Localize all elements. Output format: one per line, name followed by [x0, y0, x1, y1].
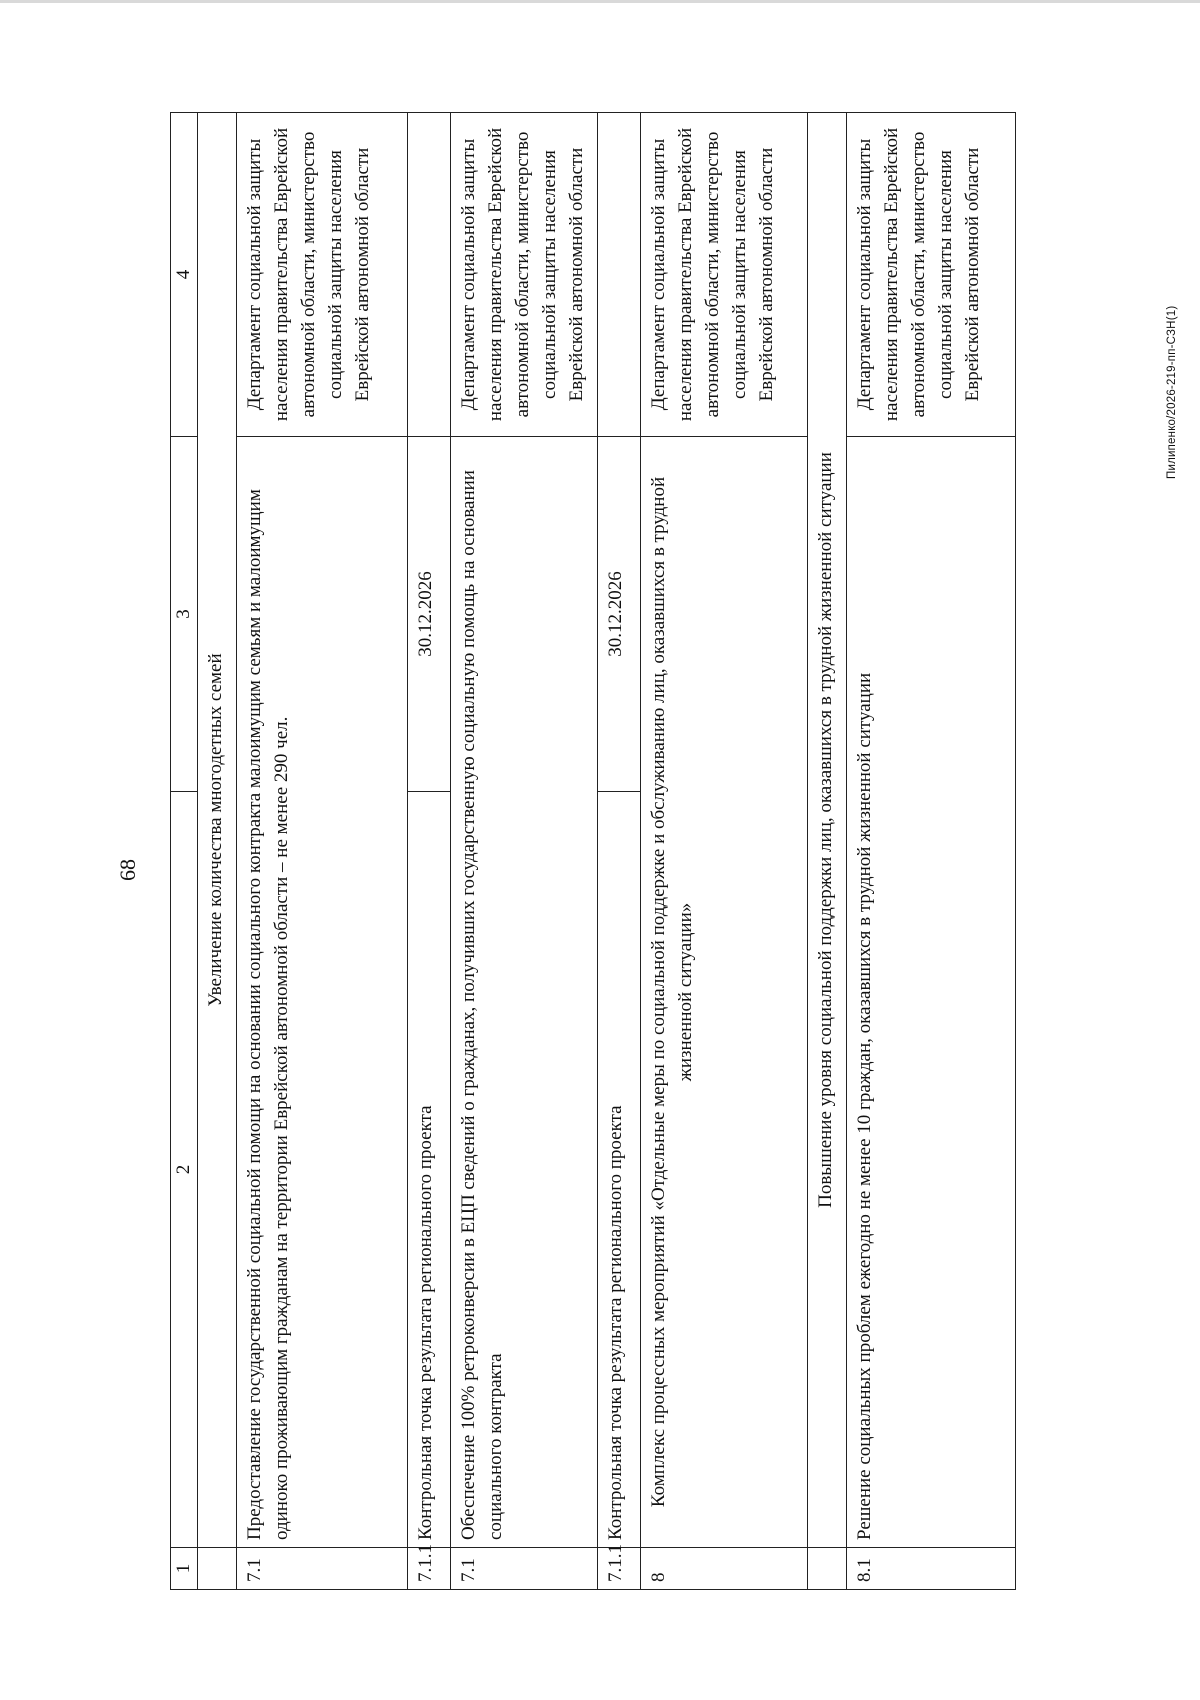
section-heading: Увеличение количества многодетных семей — [198, 113, 237, 1548]
table-row — [451, 113, 598, 1590]
plan-table — [170, 112, 1016, 1590]
responsible-cell-empty — [408, 113, 451, 437]
table-row — [847, 113, 1016, 1590]
table-header-row — [171, 113, 198, 1590]
header-col-1: 1 — [171, 1548, 198, 1590]
section-spacer-cell — [198, 1548, 237, 1590]
responsible-cell: Департамент социальной защиты населения правительства Еврейской автономной области, министерство социальной защиты населения Еврейской автономной области — [237, 113, 408, 437]
header-col-2: 2 — [171, 792, 198, 1548]
row-description: Предоставление государственной социальной помощи на основании социального контракта малоимущим семьям и малоимущим одиноко проживающим гражданам на территории Еврейской автономной области – не менее 290 чел. — [237, 437, 408, 1548]
header-col-4: 4 — [171, 113, 198, 437]
table-row — [598, 113, 641, 1590]
row-number: 7.1.1 — [408, 1548, 451, 1590]
responsible-cell: Департамент социальной защиты населения правительства Еврейской автономной области, министерство социальной защиты населения Еврейской автономной области — [451, 113, 598, 437]
table-row — [641, 113, 808, 1590]
section-spacer-cell — [808, 1548, 847, 1590]
header-col-3: 3 — [171, 437, 198, 792]
responsible-cell: Департамент социальной защиты населения правительства Еврейской автономной области, министерство социальной защиты населения Еврейской автономной области — [847, 113, 1016, 437]
row-description: Решение социальных проблем ежегодно не менее 10 граждан, оказавшихся в трудной жизненной ситуации — [847, 437, 1016, 1548]
row-description: Комплекс процессных мероприятий «Отдельные меры по социальной поддержке и обслуживанию лиц, оказавшихся в трудной жизненной ситуации» — [641, 437, 808, 1548]
document-code: Пилипенко/2026-219-пп-СЗН(1) — [1166, 305, 1178, 479]
row-number: 8 — [641, 1548, 808, 1590]
section-heading-row — [198, 113, 237, 1590]
section-heading-row — [808, 113, 847, 1590]
row-number: 8.1 — [847, 1548, 1016, 1590]
section-heading: Повышение уровня социальной поддержки лиц, оказавшихся в трудной жизненной ситуации — [808, 113, 847, 1548]
scan-top-edge — [0, 0, 1200, 3]
table-row — [408, 113, 451, 1590]
row-description: Обеспечение 100% ретроконверсии в ЕЦП сведений о гражданах, получивших государственную социальную помощь на основании социального контракта — [451, 437, 598, 1548]
responsible-cell: Департамент социальной защиты населения правительства Еврейской автономной области, министерство социальной защиты населения Еврейской автономной области — [641, 113, 808, 437]
row-number: 7.1.1 — [598, 1548, 641, 1590]
row-number: 7.1 — [451, 1548, 598, 1590]
page-number: 68 — [115, 859, 140, 881]
responsible-cell-empty — [598, 113, 641, 437]
row-date: 30.12.2026 — [408, 437, 451, 792]
row-description: Контрольная точка результата регионального проекта — [598, 792, 641, 1548]
table-row — [237, 113, 408, 1590]
row-description: Контрольная точка результата регионального проекта — [408, 792, 451, 1548]
plan-table-rotated — [170, 113, 1054, 1590]
row-number: 7.1 — [237, 1548, 408, 1590]
row-date: 30.12.2026 — [598, 437, 641, 792]
